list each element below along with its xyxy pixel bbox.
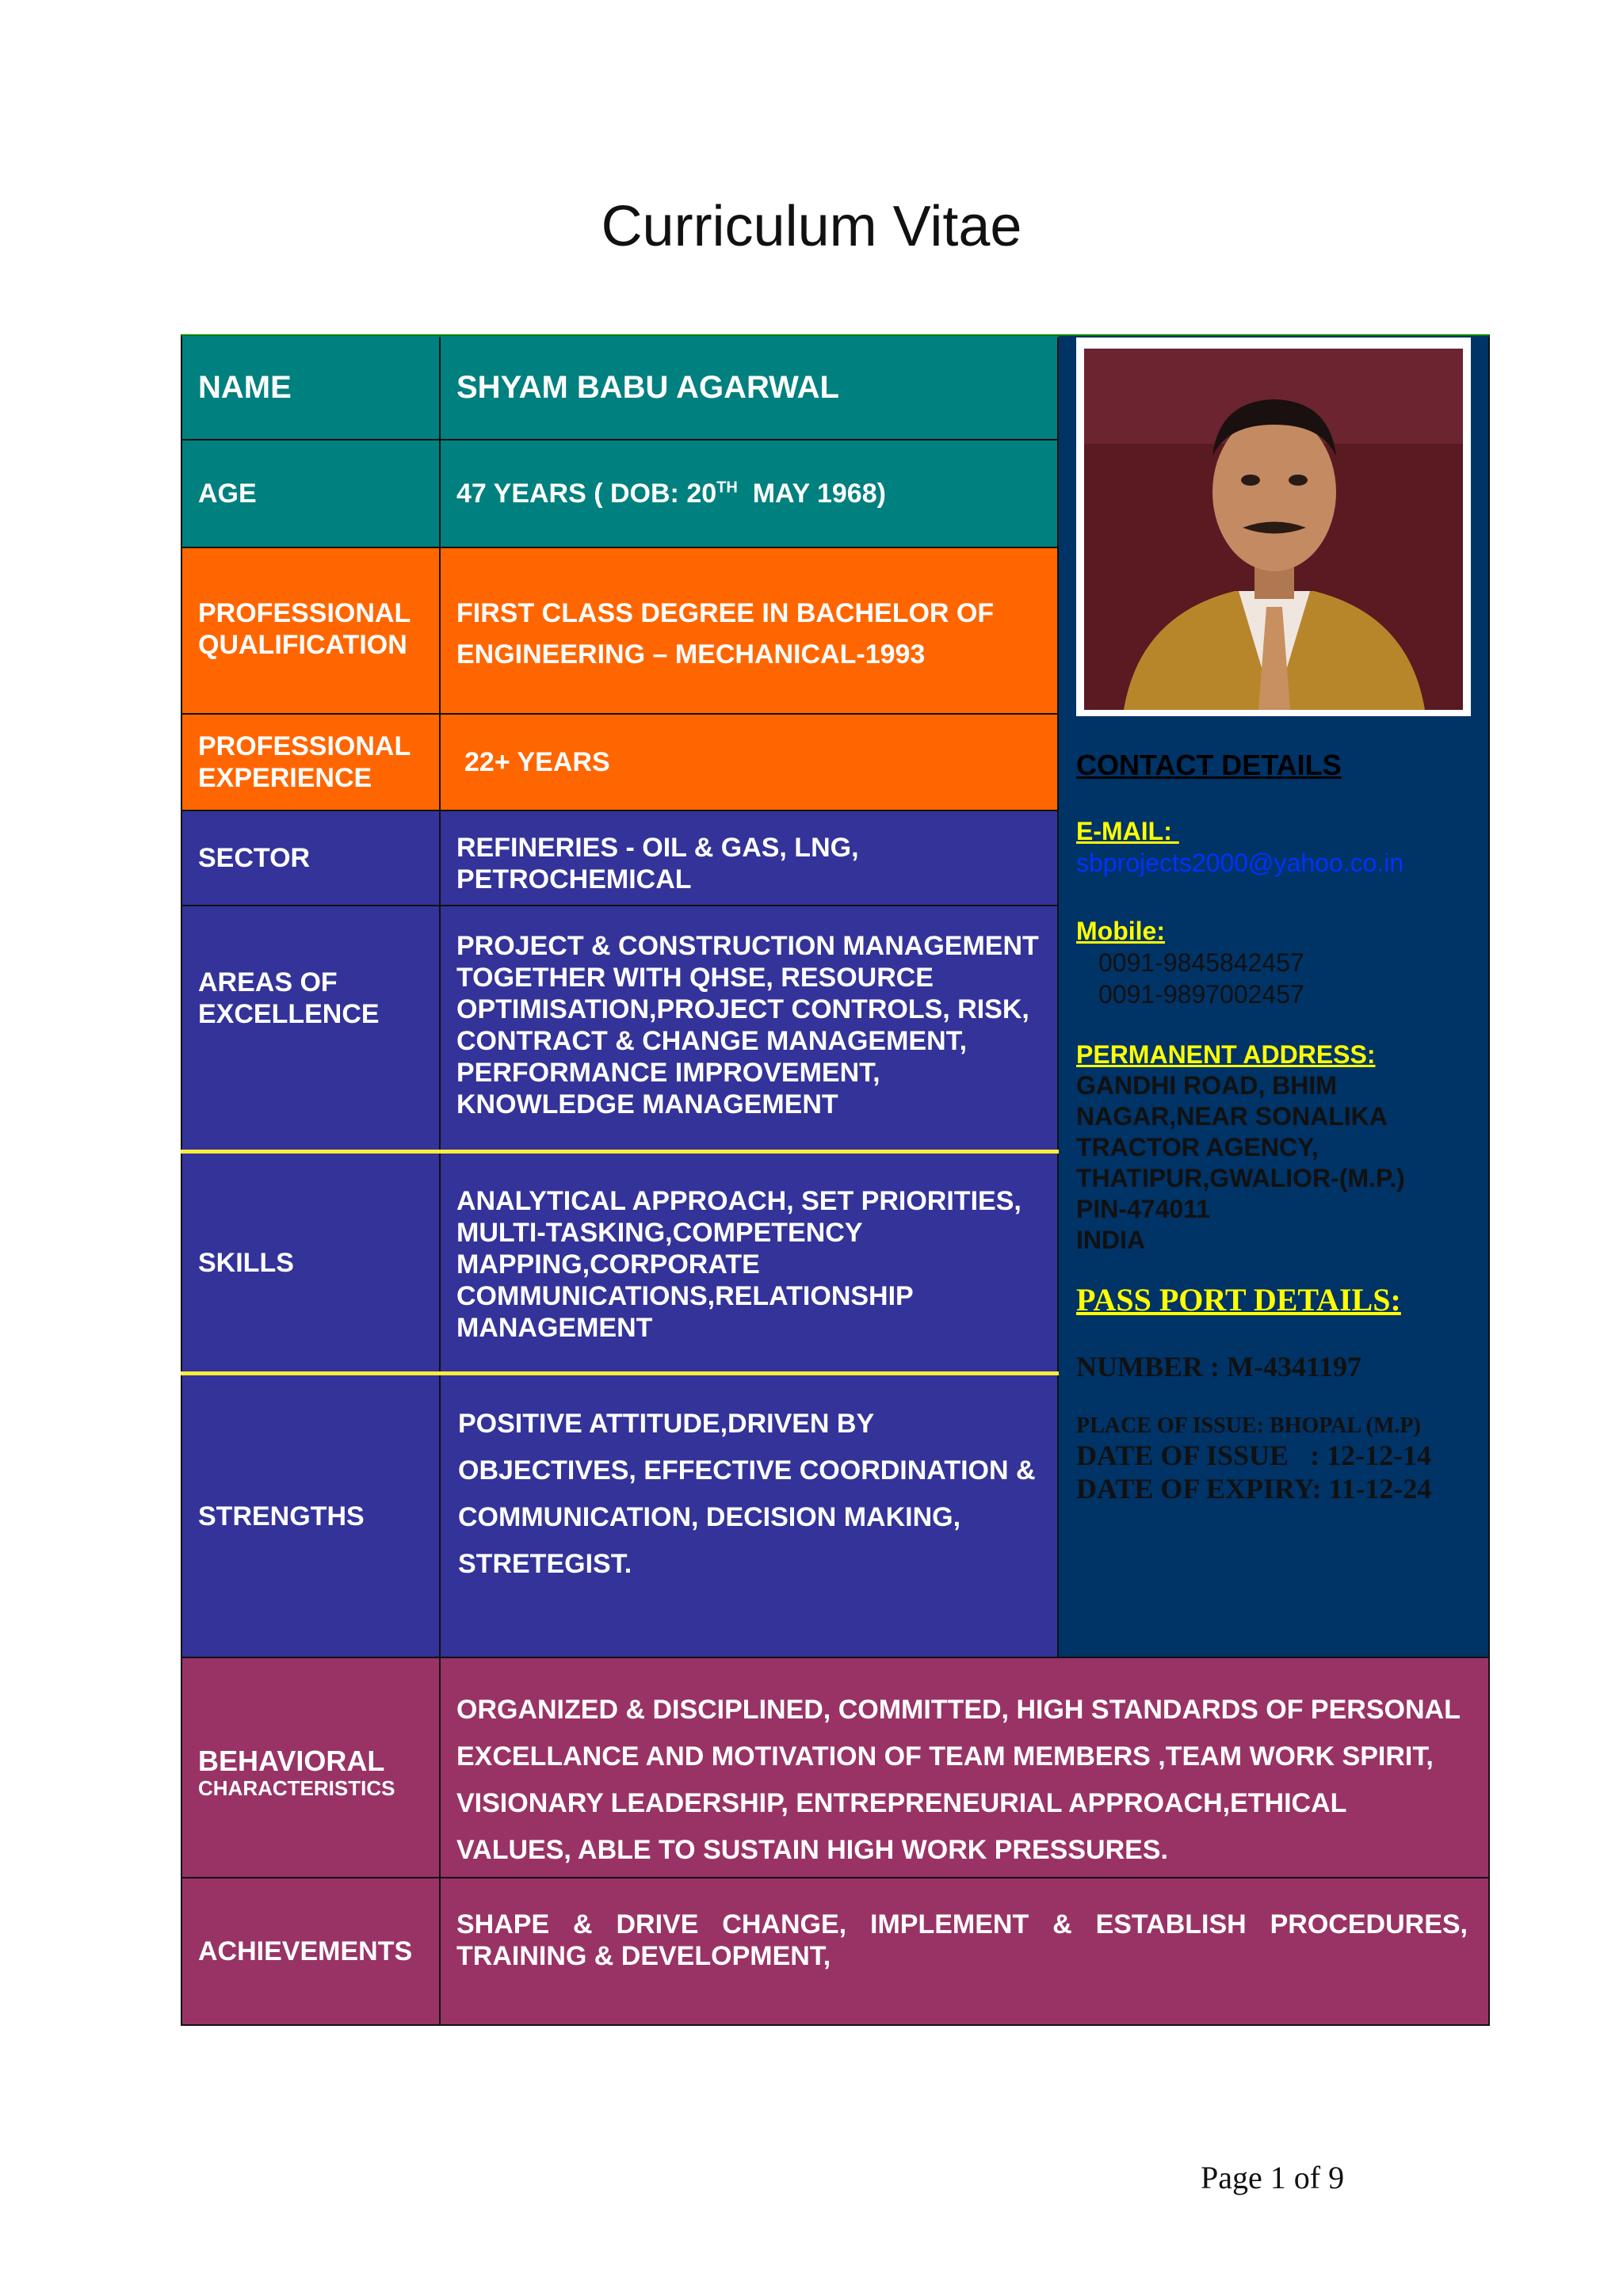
skills-label: SKILLS [198,1248,294,1278]
address-line: THATIPUR,GWALIOR-(M.P.) [1076,1164,1405,1192]
experience-label-cell [182,715,439,810]
age-value: 47 YEARS ( DOB: 20TH MAY 1968) [456,479,886,509]
skills-label-cell [182,1154,439,1372]
behavioral-value-line: VALUES, ABLE TO SUSTAIN HIGH WORK PRESSURES. [456,1835,1168,1865]
sector-label-cell [182,811,439,905]
experience-label-line1: PROFESSIONAL [198,731,411,761]
excellence-value-line: PROJECT & CONSTRUCTION MANAGEMENT [456,931,1039,961]
excellence-label-line2: EXCELLENCE [198,999,380,1029]
address-label: PERMANENT ADDRESS: [1076,1040,1376,1069]
qualification-label-line1: PROFESSIONAL [198,598,411,628]
strengths-value-cell [441,1375,1057,1657]
strengths-value-line: STRETEGIST. [458,1549,632,1579]
behavioral-value-line: ORGANIZED & DISCIPLINED, COMMITTED, HIGH STANDARDS OF PERSONAL [456,1695,1461,1725]
skills-value-line: COMMUNICATIONS,RELATIONSHIP [456,1281,914,1311]
sector-value-line1: REFINERIES - OIL & GAS, LNG, [456,833,859,863]
excellence-value-line: OPTIMISATION,PROJECT CONTROLS, RISK, [456,994,1029,1024]
qualification-label-cell [182,548,439,713]
excellence-value-line: KNOWLEDGE MANAGEMENT [456,1089,838,1119]
strengths-value-line: OBJECTIVES, EFFECTIVE COORDINATION & [458,1455,1036,1486]
passport-number: NUMBER : M-4341197 [1076,1351,1361,1383]
passport-issue-date: DATE OF ISSUE : 12-12-14 [1076,1440,1432,1471]
address-line: INDIA [1076,1226,1146,1254]
skills-value-cell [441,1154,1057,1372]
page-title: Curriculum Vitae [601,195,1022,258]
qualification-value-line2: ENGINEERING – MECHANICAL-1993 [456,639,926,669]
excellence-value-line: CONTRACT & CHANGE MANAGEMENT, [456,1026,968,1056]
excellence-value-line: TOGETHER WITH QHSE, RESOURCE [456,963,934,993]
mobile-label: Mobile: [1076,917,1165,945]
email-link[interactable]: sbprojects2000@yahoo.co.in [1076,849,1404,877]
name-value-cell [441,336,1057,439]
age-value-cell [441,441,1057,547]
mobile-number: 0091-9897002457 [1098,980,1304,1009]
passport-expiry-date: DATE OF EXPIRY: 11-12-24 [1076,1473,1432,1505]
skills-value-line: MANAGEMENT [456,1313,653,1343]
achievements-value-line2: TRAINING & DEVELOPMENT, [456,1941,831,1971]
sector-label: SECTOR [198,843,311,873]
passport-place: PLACE OF ISSUE: BHOPAL (M.P) [1076,1413,1421,1438]
behavioral-label-line1: BEHAVIORAL [198,1745,385,1777]
qualification-label-line2: QUALIFICATION [198,630,407,660]
passport-heading: PASS PORT DETAILS: [1076,1282,1401,1318]
strengths-label: STRENGTHS [198,1501,365,1531]
behavioral-value-cell [441,1658,1488,1877]
sector-value-cell [441,811,1057,905]
skills-value-line: MAPPING,CORPORATE [456,1249,760,1280]
contact-heading: CONTACT DETAILS [1076,749,1342,781]
achievements-label: ACHIEVEMENTS [198,1936,413,1966]
excellence-value-line: PERFORMANCE IMPROVEMENT, [456,1058,880,1088]
address-line: GANDHI ROAD, BHIM [1076,1071,1337,1100]
mobile-number: 0091-9845842457 [1098,948,1304,977]
sector-value-line2: PETROCHEMICAL [456,864,692,894]
experience-value-cell [441,715,1057,810]
behavioral-label-cell [182,1658,439,1877]
skills-value-line: ANALYTICAL APPROACH, SET PRIORITIES, [456,1186,1022,1216]
name-value: SHYAM BABU AGARWAL [456,370,839,405]
strengths-value-line: COMMUNICATION, DECISION MAKING, [458,1502,961,1532]
strengths-value-line: POSITIVE ATTITUDE,DRIVEN BY [458,1409,875,1439]
experience-value: 22+ YEARS [464,747,610,777]
address-line: TRACTOR AGENCY, [1076,1133,1319,1161]
achievements-value-line1: SHAPE & DRIVE CHANGE, IMPLEMENT & ESTABLISH PROCEDURES, [456,1909,1468,1939]
skills-value-line: MULTI-TASKING,COMPETENCY [456,1218,863,1248]
page-number: Page 1 of 9 [1201,2160,1345,2195]
address-line: NAGAR,NEAR SONALIKA [1076,1102,1388,1131]
age-label-cell [182,441,439,547]
name-label-cell [182,336,439,439]
strengths-label-cell [182,1375,439,1657]
age-label: AGE [198,479,257,509]
experience-label-line2: EXPERIENCE [198,763,372,793]
excellence-label-cell [182,906,439,1150]
qualification-value-cell [441,548,1057,713]
profile-photo [1076,338,1471,716]
achievements-value-cell [441,1878,1488,2024]
contact-details [1076,749,1488,1505]
behavioral-value-line: EXCELLANCE AND MOTIVATION OF TEAM MEMBERS ,TEAM WORK SPIRIT, [456,1741,1434,1772]
behavioral-label-line2: CHARACTERISTICS [198,1776,395,1800]
excellence-label-line1: AREAS OF [198,967,338,997]
address-line: PIN-474011 [1076,1195,1211,1223]
behavioral-value-line: VISIONARY LEADERSHIP, ENTREPRENEURIAL APPROACH,ETHICAL [456,1788,1347,1818]
profile-photo-frame [1076,338,1471,716]
email-label: E-MAIL: [1076,817,1179,845]
achievements-label-cell [182,1878,439,2024]
name-label: NAME [198,370,292,405]
qualification-value-line1: FIRST CLASS DEGREE IN BACHELOR OF [456,598,995,628]
excellence-value-cell [441,906,1057,1150]
